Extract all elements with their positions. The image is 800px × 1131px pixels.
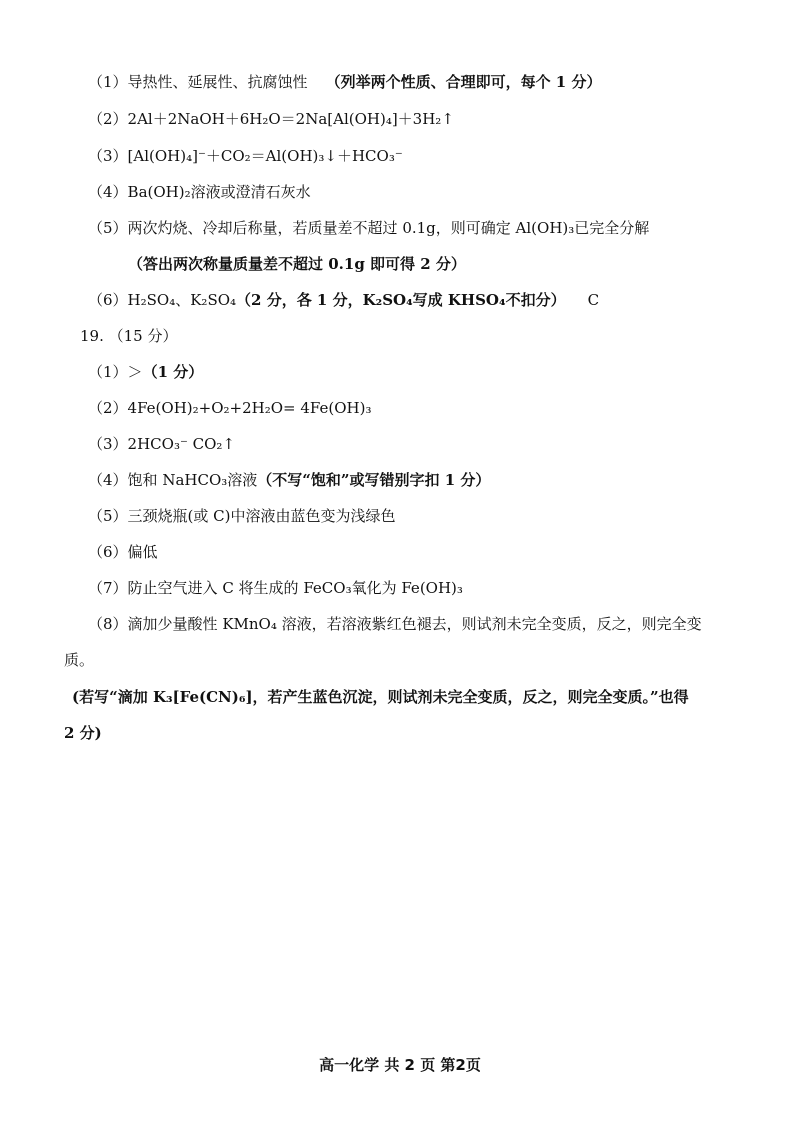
answer-text: 偏低 <box>127 543 158 561</box>
answer-19-8-note-1 <box>72 687 689 707</box>
answer-text: Ba(OH)₂溶液或澄清石灰水 <box>127 183 311 201</box>
answer-text: 导热性、延展性、抗腐蚀性 <box>127 73 308 91</box>
item-number: （1） <box>88 73 128 91</box>
answer-text: H₂SO₄、K₂SO₄ <box>127 291 237 309</box>
item-number: （4） <box>88 471 128 489</box>
item-number: （8） <box>88 615 128 633</box>
answer-text: 2HCO₃⁻ CO₂↑ <box>127 435 236 453</box>
answer-19-8-continued <box>64 650 94 670</box>
answer-18-4 <box>88 182 311 202</box>
answer-19-8-note-2 <box>64 723 102 743</box>
item-number: （6） <box>88 291 128 309</box>
equation: [Al(OH)₄]⁻＋CO₂＝Al(OH)₃↓＋HCO₃⁻ <box>127 147 403 165</box>
item-number: （4） <box>88 183 128 201</box>
answer-18-1 <box>88 72 601 92</box>
answer-19-6 <box>88 542 158 562</box>
item-number: （7） <box>88 579 128 597</box>
scoring-note: （列举两个性质、合理即可，每个 1 分） <box>325 73 602 91</box>
item-number: （5） <box>88 219 128 237</box>
answer-text: 两次灼烧、冷却后称量，若质量差不超过 0.1g，则可确定 Al(OH)₃已完全分解 <box>127 219 650 237</box>
answer-18-6 <box>88 290 599 310</box>
answer-text: 质。 <box>64 651 95 669</box>
answer-19-7 <box>88 578 463 598</box>
item-number: （2） <box>88 399 128 417</box>
footer-text: 高一化学 共 2 页 第2页 <box>319 1056 481 1074</box>
equation: 2Al＋2NaOH＋6H₂O＝2Na[Al(OH)₄]＋3H₂↑ <box>127 110 454 128</box>
answer-18-2 <box>88 109 454 129</box>
item-number: （1） <box>88 363 128 381</box>
item-number: （3） <box>88 147 128 165</box>
answer-18-3 <box>88 146 403 166</box>
answer-19-1 <box>88 362 203 382</box>
answer-text: 防止空气进入 C 将生成的 FeCO₃氧化为 Fe(OH)₃ <box>127 579 463 597</box>
scoring-note: （答出两次称量质量差不超过 0.1g 即可得 2 分） <box>128 255 466 273</box>
extra-answer: C <box>587 291 600 309</box>
answer-text: 滴加少量酸性 KMnO₄ 溶液，若溶液紫红色褪去，则试剂未完全变质，反之，则完全变 <box>127 615 702 633</box>
page-footer <box>0 1054 800 1075</box>
answer-text: ＞ <box>127 363 143 381</box>
item-number: （3） <box>88 435 128 453</box>
item-number: （6） <box>88 543 128 561</box>
scoring-note: （2 分，各 1 分，K₂SO₄写成 KHSO₄不扣分） <box>236 291 566 309</box>
answer-19-2 <box>88 398 371 418</box>
answer-18-5-note <box>128 254 466 274</box>
answer-19-8 <box>88 614 702 634</box>
answer-text: 三颈烧瓶(或 C)中溶液由蓝色变为浅绿色 <box>127 507 396 525</box>
answer-text: 饱和 NaHCO₃溶液 <box>127 471 258 489</box>
answer-19-5 <box>88 506 396 526</box>
heading-text: 19. （15 分） <box>80 327 178 345</box>
scoring-note: (若写“滴加 K₃[Fe(CN)₆]，若产生蓝色沉淀，则试剂未完全变质，反之，则完全变质。”也得 <box>72 688 689 706</box>
answer-19-3 <box>88 434 235 454</box>
item-number: （2） <box>88 110 128 128</box>
question-19-heading <box>80 326 177 346</box>
scoring-note: 2 分) <box>64 724 102 742</box>
scoring-note: （1 分） <box>142 363 204 381</box>
answer-19-4 <box>88 470 490 490</box>
answer-18-5 <box>88 218 649 238</box>
equation: 4Fe(OH)₂+O₂+2H₂O= 4Fe(OH)₃ <box>127 399 372 417</box>
scoring-note: （不写“饱和”或写错别字扣 1 分） <box>257 471 491 489</box>
item-number: （5） <box>88 507 128 525</box>
